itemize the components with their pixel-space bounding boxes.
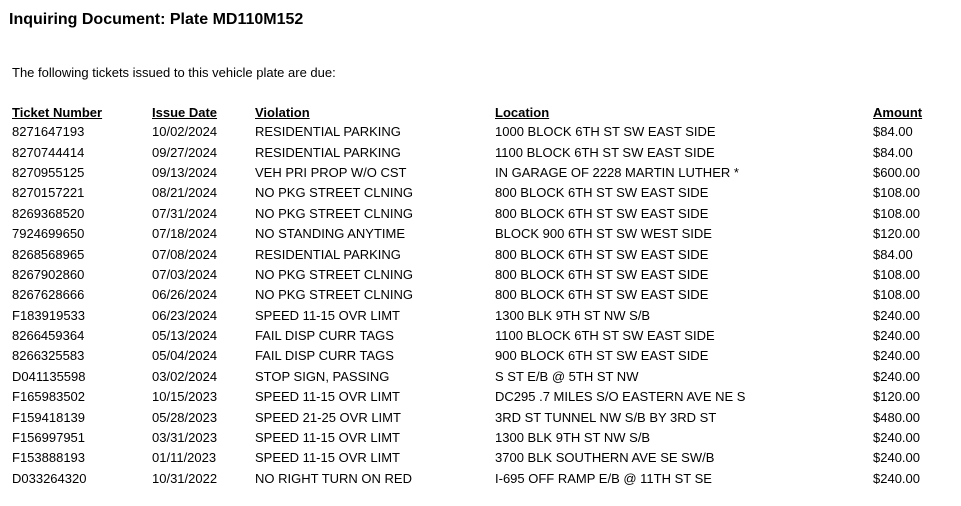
header-row xyxy=(12,103,943,122)
violation-cell: SPEED 11-15 OVR LIMT xyxy=(255,307,400,323)
violation-cell: NO RIGHT TURN ON RED xyxy=(255,470,412,486)
amount-cell: $108.00 xyxy=(873,287,920,303)
amount-cell: $240.00 xyxy=(873,368,920,384)
location-cell: BLOCK 900 6TH ST SW WEST SIDE xyxy=(495,226,712,242)
ticket-number-cell: 8270955125 xyxy=(12,164,85,180)
table-row xyxy=(12,163,943,183)
issue-date-cell: 05/28/2023 xyxy=(152,409,218,425)
table-row xyxy=(12,326,943,346)
issue-date-cell: 10/02/2024 xyxy=(152,124,218,140)
location-cell: 3RD ST TUNNEL NW S/B BY 3RD ST xyxy=(495,409,717,425)
location-cell: S ST E/B @ 5TH ST NW xyxy=(495,368,639,384)
table-row xyxy=(12,387,943,407)
violation-cell: NO PKG STREET CLNING xyxy=(255,266,413,282)
header-ticket-number: Ticket Number xyxy=(12,105,103,120)
table-row xyxy=(12,142,943,162)
ticket-number-cell: 8269368520 xyxy=(12,205,85,221)
violation-cell: SPEED 21-25 OVR LIMT xyxy=(255,409,401,425)
issue-date-cell: 09/27/2024 xyxy=(152,144,218,160)
header-issue-date: Issue Date xyxy=(152,105,218,120)
table-row xyxy=(12,183,943,203)
table-row xyxy=(12,285,943,305)
issue-date-cell: 07/18/2024 xyxy=(152,226,218,242)
location-cell: I-695 OFF RAMP E/B @ 11TH ST SE xyxy=(495,470,712,486)
violation-cell: NO PKG STREET CLNING xyxy=(255,185,413,201)
ticket-number-cell: 8270157221 xyxy=(12,185,85,201)
location-cell: IN GARAGE OF 2228 MARTIN LUTHER * xyxy=(495,164,739,180)
amount-cell: $240.00 xyxy=(873,307,920,323)
issue-date-cell: 06/26/2024 xyxy=(152,287,218,303)
issue-date-cell: 10/15/2023 xyxy=(152,389,218,405)
amount-cell: $240.00 xyxy=(873,450,920,466)
table-row xyxy=(12,367,943,387)
table-row xyxy=(12,122,943,142)
header-violation: Violation xyxy=(255,105,310,120)
location-cell: 1100 BLOCK 6TH ST SW EAST SIDE xyxy=(495,144,715,160)
table-row xyxy=(12,306,943,326)
amount-cell: $240.00 xyxy=(873,470,920,486)
violation-cell: RESIDENTIAL PARKING xyxy=(255,144,401,160)
location-cell: 800 BLOCK 6TH ST SW EAST SIDE xyxy=(495,266,709,282)
ticket-number-cell: F159418139 xyxy=(12,409,86,425)
ticket-number-cell: 8267902860 xyxy=(12,266,85,282)
ticket-number-cell: 7924699650 xyxy=(12,226,85,242)
header-location: Location xyxy=(495,105,550,120)
location-cell: 1300 BLK 9TH ST NW S/B xyxy=(495,307,651,323)
table-row xyxy=(12,428,943,448)
table-row xyxy=(12,244,943,264)
amount-cell: $84.00 xyxy=(873,124,913,140)
header-amount: Amount xyxy=(873,105,923,120)
ticket-number-cell: 8267628666 xyxy=(12,287,85,303)
table-row xyxy=(12,346,943,366)
issue-date-cell: 10/31/2022 xyxy=(152,470,218,486)
table-row xyxy=(12,448,943,468)
violation-cell: NO PKG STREET CLNING xyxy=(255,287,413,303)
violation-cell: SPEED 11-15 OVR LIMT xyxy=(255,389,400,405)
violation-cell: STOP SIGN, PASSING xyxy=(255,368,390,384)
location-cell: 800 BLOCK 6TH ST SW EAST SIDE xyxy=(495,205,709,221)
violation-cell: RESIDENTIAL PARKING xyxy=(255,246,401,262)
issue-date-cell: 07/08/2024 xyxy=(152,246,218,262)
issue-date-cell: 05/13/2024 xyxy=(152,328,218,344)
ticket-number-cell: F165983502 xyxy=(12,389,86,405)
location-cell: 1100 BLOCK 6TH ST SW EAST SIDE xyxy=(495,328,715,344)
table-row xyxy=(12,265,943,285)
issue-date-cell: 07/31/2024 xyxy=(152,205,218,221)
tickets-table-header xyxy=(12,103,943,122)
ticket-number-cell: D041135598 xyxy=(12,368,86,384)
ticket-number-cell: D033264320 xyxy=(12,470,87,486)
table-row xyxy=(12,224,943,244)
violation-cell: VEH PRI PROP W/O CST xyxy=(255,164,407,180)
amount-cell: $108.00 xyxy=(873,266,920,282)
violation-cell: FAIL DISP CURR TAGS xyxy=(255,348,394,364)
ticket-number-cell: 8266325583 xyxy=(12,348,85,364)
issue-date-cell: 08/21/2024 xyxy=(152,185,218,201)
issue-date-cell: 07/03/2024 xyxy=(152,266,218,282)
page-title: Inquiring Document: Plate MD110M152 xyxy=(9,11,304,28)
location-cell: 800 BLOCK 6TH ST SW EAST SIDE xyxy=(495,185,709,201)
amount-cell: $120.00 xyxy=(873,226,920,242)
amount-cell: $480.00 xyxy=(873,409,920,425)
tickets-table-body xyxy=(12,122,943,489)
ticket-number-cell: F183919533 xyxy=(12,307,86,323)
ticket-number-cell: 8266459364 xyxy=(12,328,85,344)
violation-cell: NO STANDING ANYTIME xyxy=(255,226,405,242)
location-cell: DC295 .7 MILES S/O EASTERN AVE NE S xyxy=(495,389,746,405)
location-cell: 800 BLOCK 6TH ST SW EAST SIDE xyxy=(495,287,709,303)
ticket-number-cell: F153888193 xyxy=(12,450,86,466)
amount-cell: $600.00 xyxy=(873,164,920,180)
violation-cell: SPEED 11-15 OVR LIMT xyxy=(255,450,400,466)
location-cell: 900 BLOCK 6TH ST SW EAST SIDE xyxy=(495,348,709,364)
location-cell: 1000 BLOCK 6TH ST SW EAST SIDE xyxy=(495,124,716,140)
amount-cell: $84.00 xyxy=(873,144,913,160)
amount-cell: $240.00 xyxy=(873,348,920,364)
violation-cell: RESIDENTIAL PARKING xyxy=(255,124,401,140)
ticket-number-cell: F156997951 xyxy=(12,430,86,446)
amount-cell: $240.00 xyxy=(873,328,920,344)
ticket-number-cell: 8268568965 xyxy=(12,246,85,262)
location-cell: 1300 BLK 9TH ST NW S/B xyxy=(495,430,651,446)
intro-text: The following tickets issued to this vehicle plate are due: xyxy=(12,65,336,80)
table-row xyxy=(12,204,943,224)
issue-date-cell: 06/23/2024 xyxy=(152,307,218,323)
amount-cell: $84.00 xyxy=(873,246,913,262)
issue-date-cell: 05/04/2024 xyxy=(152,348,218,364)
ticket-number-cell: 8270744414 xyxy=(12,144,85,160)
issue-date-cell: 03/02/2024 xyxy=(152,368,218,384)
issue-date-cell: 09/13/2024 xyxy=(152,164,218,180)
amount-cell: $240.00 xyxy=(873,430,920,446)
table-row xyxy=(12,469,943,489)
issue-date-cell: 03/31/2023 xyxy=(152,430,218,446)
violation-cell: SPEED 11-15 OVR LIMT xyxy=(255,430,400,446)
amount-cell: $120.00 xyxy=(873,389,920,405)
location-cell: 3700 BLK SOUTHERN AVE SE SW/B xyxy=(495,450,715,466)
table-row xyxy=(12,407,943,427)
location-cell: 800 BLOCK 6TH ST SW EAST SIDE xyxy=(495,246,709,262)
amount-cell: $108.00 xyxy=(873,185,920,201)
issue-date-cell: 01/11/2023 xyxy=(152,450,217,466)
violation-cell: NO PKG STREET CLNING xyxy=(255,205,413,221)
ticket-number-cell: 8271647193 xyxy=(12,124,85,140)
amount-cell: $108.00 xyxy=(873,205,920,221)
tickets-table xyxy=(12,103,943,489)
violation-cell: FAIL DISP CURR TAGS xyxy=(255,328,394,344)
